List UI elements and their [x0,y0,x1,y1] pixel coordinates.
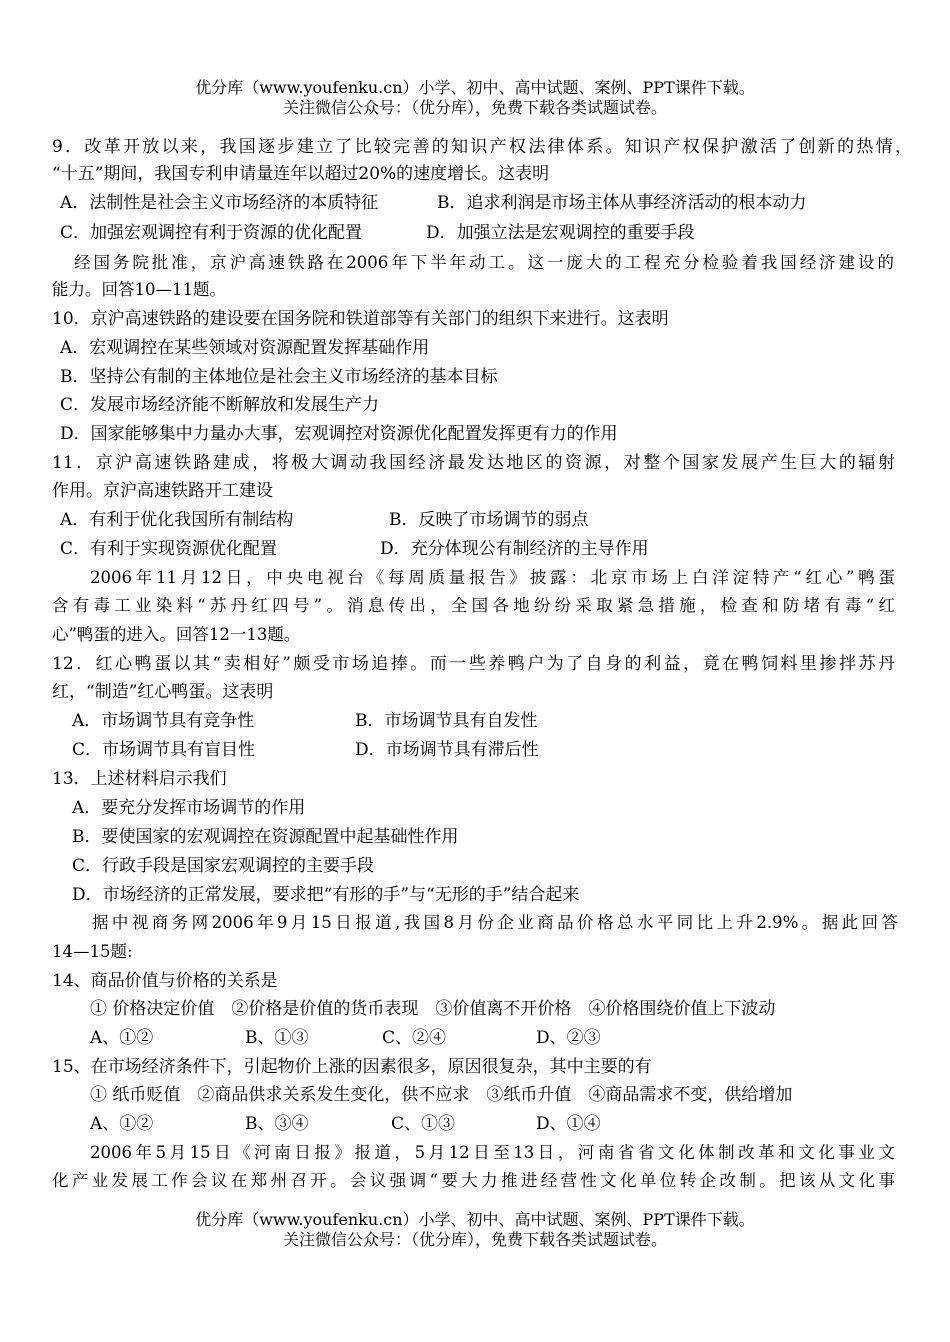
q10-option-c: C．发展市场经济能不断解放和发展生产力 [60,395,380,415]
q11-option-d: D．充分体现公有制经济的主导作用 [380,539,649,559]
q12-option-b: B．市场调节具有自发性 [355,711,538,731]
q9-option-a: A．法制性是社会主义市场经济的本质特征 [60,193,379,213]
q10-option-a: A．宏观调控在某些领域对资源配置发挥基础作用 [60,338,430,358]
passage2-line-1: 2006年11月12日，中央电视台《每周质量报告》披露：北京市场上白洋淀特产“红心”鸭蛋 [90,568,895,587]
q14-stem: 14、商品价值与价格的关系是 [52,971,278,991]
q12-option-d: D．市场调节具有滞后性 [355,740,539,760]
q11-option-b: B．反映了市场调节的弱点 [389,510,589,530]
q13-stem: 13．上述材料启示我们 [52,769,227,789]
header-line-1: 优分库（www.youfenku.cn）小学、初中、高中试题、案例、PPT课件下载。 [195,78,755,97]
q14-option-d: D、②③ [536,1028,601,1048]
passage1-line-1: 经国务院批准，京沪高速铁路在2006年下半年动工。这一庞大的工程充分检验着我国经济建设的 [74,253,894,272]
q15-option-b: B、③④ [245,1114,309,1134]
q9-option-d: D．加强立法是宏观调控的重要手段 [426,223,695,243]
q15-statements: ① 纸币贬值 ②商品供求关系发生变化，供不应求 ③纸币升值 ④商品需求不变，供给增加 [90,1085,793,1105]
q15-stem: 15、在市场经济条件下，引起物价上涨的因素很多，原因很复杂，其中主要的有 [52,1057,652,1077]
footer-line-2: 关注微信公众号：（优分库），免费下载各类试题试卷。 [282,1230,667,1249]
q9-stem-line-1: 9．改革开放以来，我国逐步建立了比较完善的知识产权法律体系。知识产权保护激活了创新的热情， [52,137,912,157]
q9-option-c: C．加强宏观调控有利于资源的优化配置 [60,223,363,243]
passage4-line-2: 化产业发展工作会议在郑州召开。会议强调“要大力推进经营性文化单位转企改制。把该从文化事 [52,1171,895,1190]
q14-statements: ① 价格决定价值 ②价格是价值的货币表现 ③价值离不开价格 ④价格围绕价值上下波动 [90,999,776,1019]
q11-option-a: A．有利于优化我国所有制结构 [60,510,294,530]
q9-option-b: B．追求利润是市场主体从事经济活动的根本动力 [437,193,807,213]
q14-option-b: B、①③ [245,1028,309,1048]
passage1-line-2: 能力。回答10—11题。 [52,280,226,299]
q11-stem-line-1: 11．京沪高速铁路建成，将极大调动我国经济最发达地区的资源，对整个国家发展产生巨大的辐射 [52,453,895,473]
q15-option-d: D、①④ [536,1114,601,1134]
q15-option-c: C、①③ [391,1114,456,1134]
q10-option-d: D．国家能够集中力量办大事，宏观调控对资源优化配置发挥更有力的作用 [60,424,618,444]
q12-stem-line-1: 12．红心鸭蛋以其“卖相好”颇受市场追捧。而一些养鸭户为了自身的利益，竟在鸭饲料里掺拌苏丹 [52,654,895,674]
passage4-line-1: 2006年5月15日《河南日报》报道，5月12日至13日，河南省省文化体制改革和文化事业文 [90,1143,895,1162]
q11-stem-line-2: 作用。京沪高速铁路开工建设 [52,481,273,501]
q12-option-c: C．市场调节具有盲目性 [72,740,256,760]
q9-stem-line-2: “十五”期间，我国专利申请量连年以超过20%的速度增长。这表明 [52,164,550,184]
header-line-2: 关注微信公众号：（优分库），免费下载各类试题试卷。 [282,98,667,117]
passage3-line-1: 据中视商务网2006年9月15日报道,我国8月份企业商品价格总水平同比上升2.9%。据此回答 [92,913,898,932]
passage2-line-3: 心”鸭蛋的进入。回答12一13题。 [52,625,301,644]
q13-option-a: A．要充分发挥市场调节的作用 [72,798,306,818]
q11-option-c: C．有利于实现资源优化配置 [60,539,278,559]
footer-line-1: 优分库（www.youfenku.cn）小学、初中、高中试题、案例、PPT课件下载。 [195,1210,755,1229]
q10-stem: 10．京沪高速铁路的建设要在国务院和铁道部等有关部门的组织下来进行。这表明 [52,309,669,329]
q14-option-c: C、②④ [382,1028,447,1048]
q15-option-a: A、①② [90,1114,154,1134]
q13-option-d: D．市场经济的正常发展，要求把“有形的手”与“无形的手”结合起来 [72,885,580,905]
q12-option-a: A．市场调节具有竞争性 [72,711,255,731]
passage2-line-2: 含有毒工业染料“苏丹红四号”。消息传出，全国各地纷纷采取紧急措施，检查和防堵有毒“红 [52,596,895,615]
q10-option-b: B．坚持公有制的主体地位是社会主义市场经济的基本目标 [60,367,498,387]
q12-stem-line-2: 红，“制造”红心鸭蛋。这表明 [52,682,274,702]
q13-option-c: C．行政手段是国家宏观调控的主要手段 [72,856,375,876]
q13-option-b: B．要使国家的宏观调控在资源配置中起基础性作用 [72,827,459,847]
passage3-line-2: 14—15题: [52,942,133,961]
q14-option-a: A、①② [90,1028,154,1048]
